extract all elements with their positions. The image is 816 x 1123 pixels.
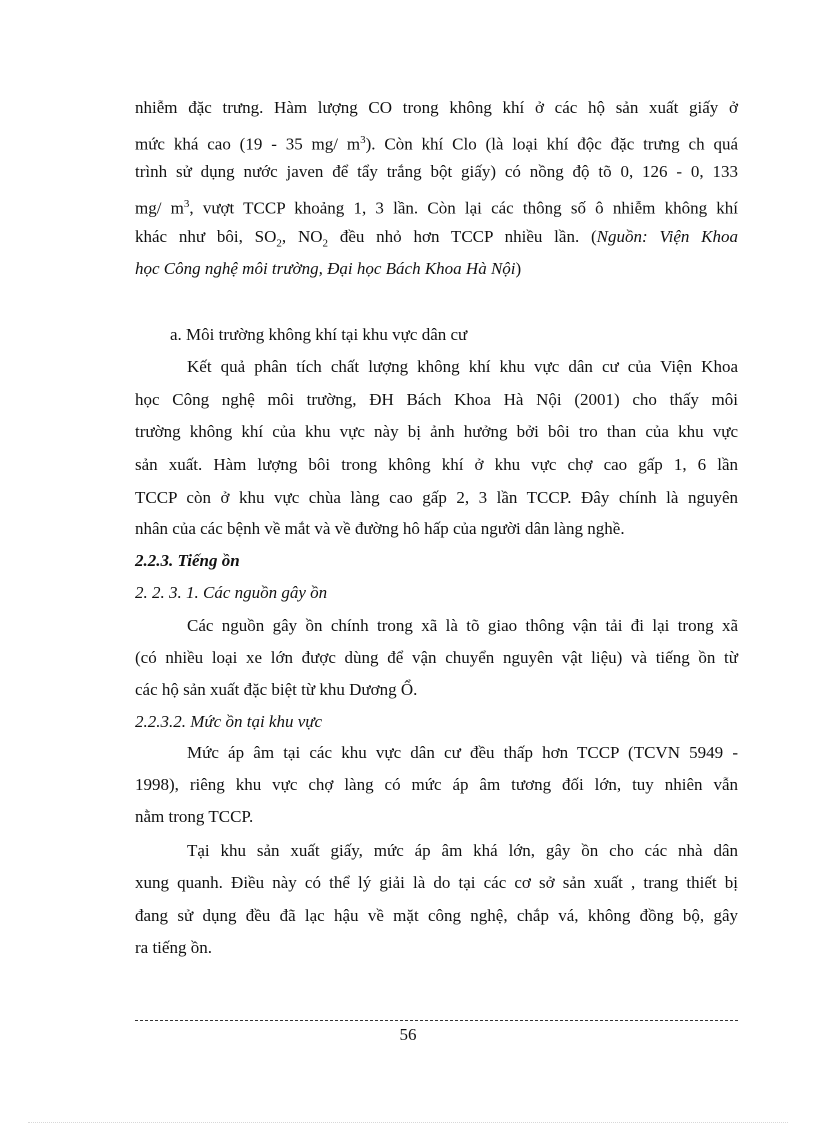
text-run: , NO: [281, 227, 323, 246]
body-line: nhân của các bệnh về mắt và về đường hô hấp của người dân làng nghề.: [135, 519, 625, 538]
subsection-heading: 2.2.3.2. Mức ồn tại khu vực: [135, 712, 323, 731]
footer-divider: [135, 1020, 738, 1021]
text-run: ). Còn khí Clo (là loại khí độc đặc trưng ch: [365, 134, 705, 154]
text-run: mg/ m: [135, 198, 184, 218]
text-run: khác như bôi, SO: [135, 227, 277, 246]
source-citation: học Công nghệ môi trường, Đại học Bách Khoa Hà Nội: [135, 259, 516, 278]
section-heading: 2.2.3. Tiếng ồn: [135, 551, 240, 570]
body-line: trình sử dụng nước javen để tẩy trắng bột giấy) có nồng độ tõ 0, 126 - 0, 133: [135, 162, 738, 181]
body-line: TCCP còn ở khu vực chùa làng cao gấp 2, 3 lần TCCP. Đây chính là nguyên: [135, 488, 738, 507]
superscript: 3: [360, 134, 366, 146]
body-line: nhiễm đặc trưng. Hàm lượng CO trong không khí ở các hộ sản xuất giấy ở: [135, 98, 738, 117]
body-line: 1998), riêng khu vực chợ làng có mức áp âm tương đối lớn, tuy nhiên vẫn: [135, 775, 738, 794]
section-a-title: a. Môi trường không khí tại khu vực dân cư: [170, 325, 468, 344]
body-line: xung quanh. Điều này có thể lý giải là do tại các cơ sở sản xuất , trang thiết bị: [135, 873, 738, 892]
body-line: trường không khí của khu vực này bị ảnh hưởng bởi bôi tro than của khu vực: [135, 422, 738, 441]
body-line: nằm trong TCCP.: [135, 807, 254, 826]
subscript: 2: [322, 237, 329, 250]
subscript: 2: [276, 237, 282, 250]
body-line: Các nguồn gây ồn chính trong xã là tõ giao thông vận tải đi lại trong xã: [187, 616, 738, 635]
body-line: Kết quả phân tích chất lượng không khí khu vực dân cư của Viện Khoa: [187, 357, 738, 376]
body-line: [135, 193, 738, 220]
body-line: [135, 258, 738, 280]
body-line: ra tiếng ồn.: [135, 938, 212, 957]
subsection-heading: 2. 2. 3. 1. Các nguồn gây ồn: [135, 583, 328, 602]
text-run: , vượt TCCP khoảng 1, 3 lần. Còn lại các thông số ô nhiễm không khí: [189, 198, 738, 218]
source-citation: Nguồn: Viện Khoa: [596, 227, 738, 246]
body-line: [135, 129, 738, 156]
text-run: quá: [713, 134, 738, 154]
body-line: Tại khu sản xuất giấy, mức áp âm khá lớn, gây ồn cho các nhà dân: [187, 841, 738, 860]
body-line: [135, 226, 738, 254]
body-line: (có nhiều loại xe lớn được dùng để vận chuyển nguyên vật liệu) và tiếng ồn từ: [135, 648, 738, 667]
body-line: sản xuất. Hàm lượng bôi trong không khí ở khu vực chợ cao gấp 1, 6 lần: [135, 455, 738, 474]
body-line: học Công nghệ môi trường, ĐH Bách Khoa Hà Nội (2001) cho thấy môi: [135, 390, 738, 409]
body-line: đang sử dụng đều đã lạc hậu về mặt công nghệ, chắp vá, không đồng bộ, gây: [135, 906, 738, 925]
text-run: mức khá cao (19 - 35 mg/ m: [135, 134, 361, 154]
body-line: các hộ sản xuất đặc biệt từ khu Dương Ổ.: [135, 680, 418, 699]
text-run: ): [515, 259, 522, 278]
page-number: 56: [399, 1025, 417, 1044]
body-line: Mức áp âm tại các khu vực dân cư đều thấp hơn TCCP (TCVN 5949 -: [187, 743, 738, 762]
superscript: 3: [183, 198, 190, 210]
text-run: đều nhỏ hơn TCCP nhiều lần. (: [328, 227, 597, 246]
